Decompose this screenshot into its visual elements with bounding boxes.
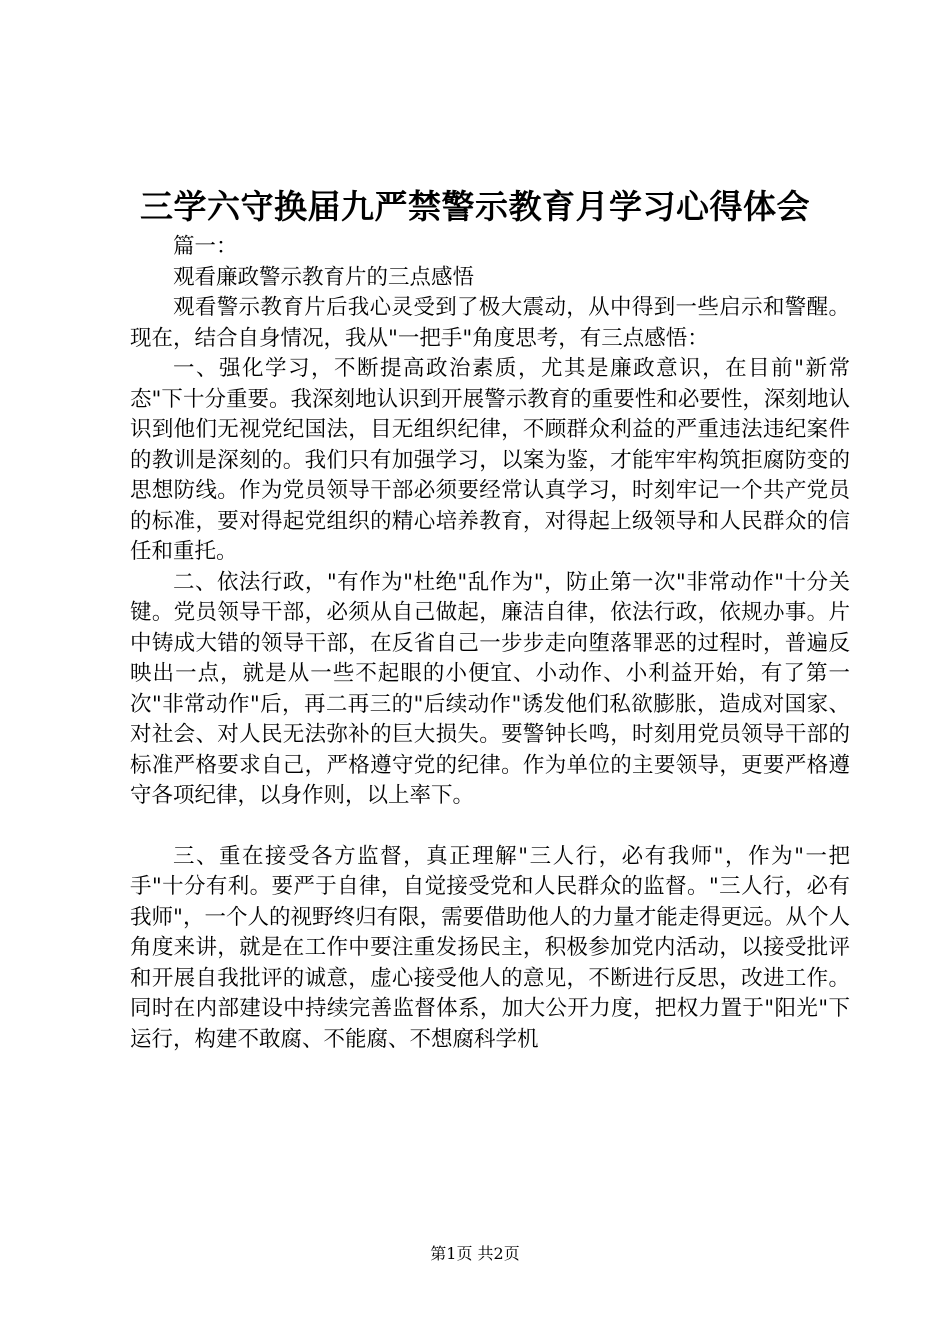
document-title: 三学六守换届九严禁警示教育月学习心得体会	[140, 187, 810, 226]
paragraph-point-three: 三、重在接受各方监督，真正理解"三人行，必有我师"，作为"一把手"十分有利。要严于自律，自觉接受党和人民群众的监督。"三人行，必有我师"，一个人的视野终归有限，需要借助他人的力量才能走得更远。从个人角度来讲，就是在工作中要注重发扬民主，积极参加党内活动，以接受批评和开展自我批评的诚意，虚心接受他人的意见，不断进行反思，改进工作。同时在内部建设中持续完善监督体系，加大公开力度，把权力置于"阳光"下运行，构建不敢腐、不能腐、不想腐科学机	[130, 843, 850, 1052]
article-subtitle: 观看廉政警示教育片的三点感悟	[173, 264, 475, 290]
paragraph-point-two: 二、依法行政，"有作为"杜绝"乱作为"，防止第一次"非常动作"十分关键。党员领导干部，必须从自己做起，廉洁自律，依法行政，依规办事。片中铸成大错的领导干部，在反省自己一步步走向堕落罪恶的过程时，普遍反映出一点，就是从一些不起眼的小便宜、小动作、小利益开始，有了第一次"非常动作"后，再二再三的"后续动作"诱发他们私欲膨胀，造成对国家、对社会、对人民无法弥补的巨大损失。要警钟长鸣，时刻用党员领导干部的标准严格要求自己，严格遵守党的纪律。作为单位的主要领导，更要严格遵守各项纪律，以身作则，以上率下。	[130, 569, 850, 808]
page-number-footer: 第1页 共2页	[430, 1244, 520, 1263]
paragraph-intro: 观看警示教育片后我心灵受到了极大震动，从中得到一些启示和警醒。现在，结合自身情况，我从"一把手"角度思考，有三点感悟：	[130, 295, 850, 351]
document-body	[130, 232, 850, 1055]
section-label: 篇一：	[173, 234, 238, 259]
paragraph-point-one: 一、强化学习，不断提高政治素质，尤其是廉政意识，在目前"新常态"下十分重要。我深刻地认识到开展警示教育的重要性和必要性，深刻地认识到他们无视党纪国法，目无组织纪律，不顾群众利益的严重违法违纪案件的教训是深刻的。我们只有加强学习，以案为鉴，才能牢牢构筑拒腐防变的思想防线。作为党员领导干部必须要经常认真学习，时刻牢记一个共产党员的标准，要对得起党组织的精心培养教育，对得起上级领导和人民群众的信任和重托。	[130, 356, 850, 564]
